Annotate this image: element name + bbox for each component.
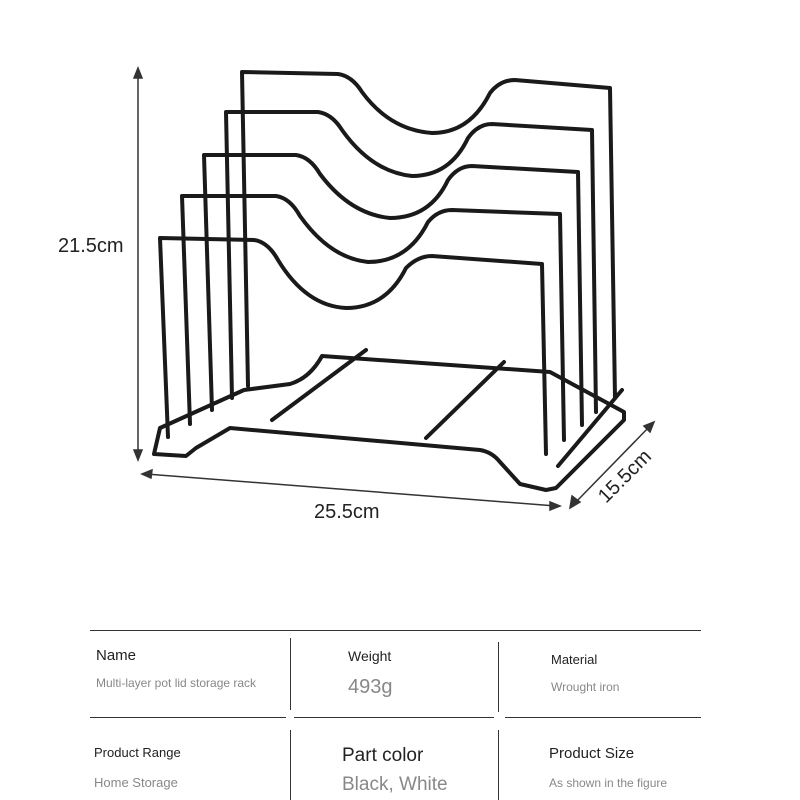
name-value: Multi-layer pot lid storage rack xyxy=(96,676,257,690)
table-top-rule xyxy=(90,630,701,631)
table-divider-2 xyxy=(498,642,499,712)
table-middle-rule-2 xyxy=(294,717,494,718)
table-middle-rule-1 xyxy=(90,717,286,718)
color-label: Part color xyxy=(342,745,424,766)
weight-value: 493g xyxy=(348,676,393,698)
weight-label: Weight xyxy=(348,648,392,664)
height-dimension-label: 21.5cm xyxy=(58,235,124,257)
depth-dimension-label: 15.5cm xyxy=(593,445,656,508)
material-value: Wrought iron xyxy=(551,680,620,694)
color-value: Black, White xyxy=(342,774,448,795)
range-value: Home Storage xyxy=(94,775,178,790)
table-divider-3 xyxy=(290,730,291,800)
size-value: As shown in the figure xyxy=(549,776,668,790)
material-label: Material xyxy=(551,652,598,667)
width-dimension-label: 25.5cm xyxy=(314,501,380,523)
name-label: Name xyxy=(96,647,137,664)
range-label: Product Range xyxy=(94,745,181,760)
table-middle-rule-3 xyxy=(505,717,701,718)
size-label: Product Size xyxy=(549,745,635,762)
table-divider-1 xyxy=(290,638,291,710)
table-divider-4 xyxy=(498,730,499,800)
